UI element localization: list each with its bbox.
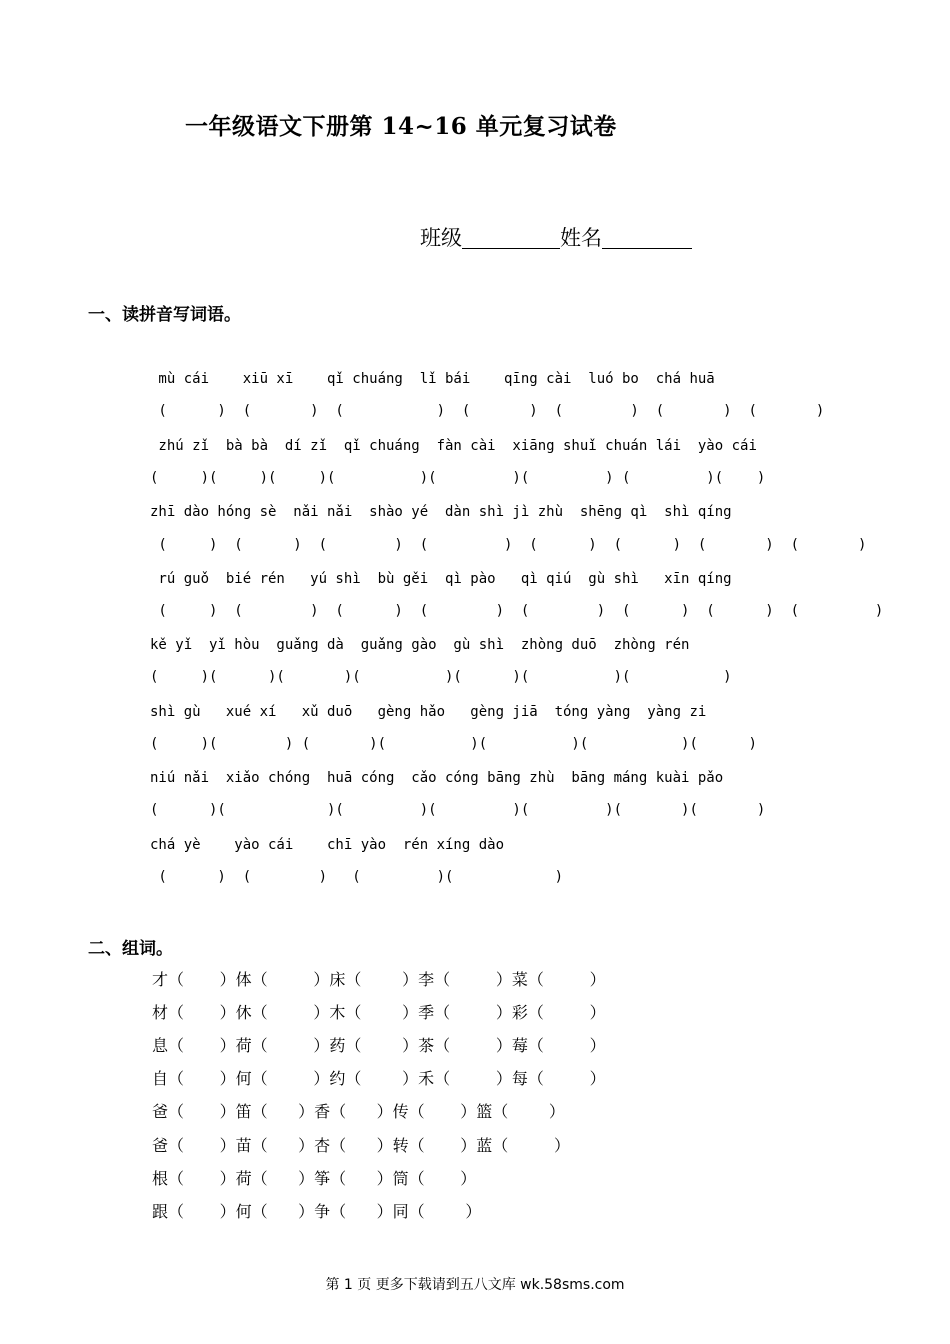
word-group-line[interactable]: 跟（ ）何（ ）争（ ）同（ ） [152,1202,482,1221]
answer-line[interactable]: ( )( )( )( )( )( )( ) [150,669,732,685]
word-group-line[interactable]: 爸（ ）笛（ ）香（ ）传（ ）篮（ ） [152,1102,565,1121]
word-group-line[interactable]: 根（ ）荷（ ）筝（ ）筒（ ） [152,1169,477,1188]
pinyin-line: rú guǒ bié rén yú shì bù gěi qì pào qì qiú gù shì xīn qíng [150,571,732,587]
answer-line[interactable]: ( ) ( ) ( ) ( ) ( ) ( ) ( ) ( ) [150,603,884,619]
class-blank[interactable] [462,226,560,249]
word-group-line[interactable]: 才（ ）体（ ）床（ ）李（ ）菜（ ） [152,970,606,989]
answer-line[interactable]: ( )( )( )( )( )( ) ( )( ) [150,470,766,486]
page-footer: 第 1 页 更多下载请到五八文库 wk.58sms.com [325,1277,625,1293]
word-group-line[interactable]: 爸（ ）苗（ ）杏（ ）转（ ）蓝（ ） [152,1136,571,1155]
name-blank[interactable] [602,226,692,249]
pinyin-line: zhī dào hóng sè nǎi nǎi shào yé dàn shì jì zhù shēng qì shì qíng [150,504,732,520]
answer-line[interactable]: ( ) ( ) ( ) ( ) ( ) ( ) ( ) [150,403,825,419]
word-group-line[interactable]: 材（ ）休（ ）木（ ）季（ ）彩（ ） [152,1003,606,1022]
pinyin-line: niú nǎi xiǎo chóng huā cóng cǎo cóng bāng zhù bāng máng kuài pǎo [150,770,724,786]
answer-line[interactable]: ( ) ( ) ( )( ) [150,869,564,885]
class-label: 班级 [420,226,462,250]
answer-line[interactable]: ( )( ) ( )( )( )( )( ) [150,736,757,752]
answer-line[interactable]: ( )( )( )( )( )( )( ) [150,802,766,818]
answer-line[interactable]: ( ) ( ) ( ) ( ) ( ) ( ) ( ) ( ) [150,537,867,553]
pinyin-line: mù cái xiū xī qǐ chuáng lǐ bái qīng cài luó bo chá huā [150,371,715,387]
pinyin-line: kě yǐ yǐ hòu guǎng dà guǎng gào gù shì zhòng duō zhòng rén [150,637,690,653]
pinyin-line: zhú zǐ bà bà dí zǐ qǐ chuáng fàn cài xiāng shuǐ chuán lái yào cái [150,438,757,454]
name-label: 姓名 [560,226,602,250]
student-info [420,222,692,252]
pinyin-line: shì gù xué xí xǔ duō gèng hǎo gèng jiā tóng yàng yàng zi [150,704,707,720]
section2-heading: 二、组词。 [88,939,173,959]
pinyin-line: chá yè yào cái chī yào rén xíng dào [150,837,505,853]
word-group-line[interactable]: 自（ ）何（ ）约（ ）禾（ ）每（ ） [152,1069,606,1088]
page-title: 一年级语文下册第 14~16 单元复习试卷 [185,113,617,140]
section1-heading: 一、读拼音写词语。 [88,305,241,325]
word-group-line[interactable]: 息（ ）荷（ ）药（ ）茶（ ）莓（ ） [152,1036,606,1055]
